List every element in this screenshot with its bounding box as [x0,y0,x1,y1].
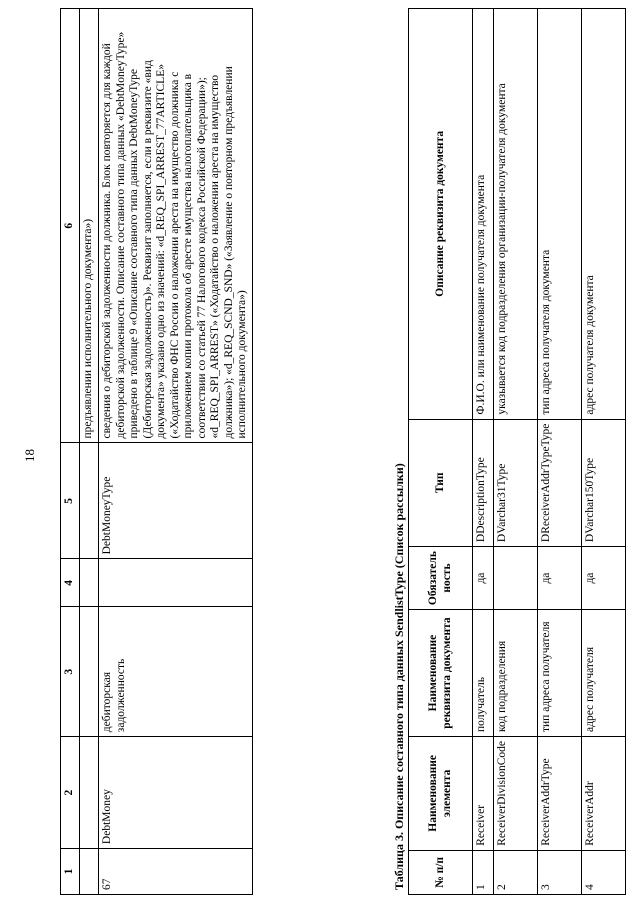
continuation-row [80,9,99,895]
column-header: Тип [409,419,473,546]
required-flag [99,559,253,607]
column-number: 2 [61,737,80,849]
table-row [538,9,582,895]
data-type: DReceiverAddrTypeType [538,419,582,546]
data-type: DVarchar31Type [494,419,538,546]
required-flag: да [538,547,582,610]
table-row [99,9,253,895]
column-header: Наименование элемента [409,737,473,851]
requisite-description: адрес получателя документа [582,9,626,420]
column-header: Описание реквизита документа [409,9,473,420]
requisite-name: адрес получателя [582,610,626,737]
required-flag [494,547,538,610]
required-flag: да [473,547,494,610]
row-number: 4 [582,850,626,894]
row-number: 2 [494,850,538,894]
column-number: 4 [61,559,80,607]
requisite-description: указывается код подразделения организации-получателя документа [494,9,538,420]
row-number: 67 [99,849,253,895]
column-number-row [61,9,80,895]
requisite-description: тип адреса получателя документа [538,9,582,420]
table-row [473,9,494,895]
row-number: 1 [473,850,494,894]
sendlist-table [408,8,626,895]
column-header: № п/п [409,850,473,894]
element-name: DebtMoney [99,737,253,849]
data-type: DDescriptionType [473,419,494,546]
data-type: DVarchar150Type [582,419,626,546]
table-caption: Таблица 3. Описание составного типа данных SendlistType (Список рассылки) [392,463,406,890]
element-name: ReceiverAddr [582,737,626,851]
requisite-name: код подразделения [494,610,538,737]
column-number: 1 [61,849,80,895]
requisite-name: получатель [473,610,494,737]
element-name: Receiver [473,737,494,851]
requisite-name: тип адреса получателя [538,610,582,737]
continued-table [60,8,253,895]
row-number: 3 [538,850,582,894]
required-flag: да [582,547,626,610]
data-type: DebtMoneyType [99,443,253,559]
continuation-text: предъявлении исполнительного документа») [80,9,99,443]
column-number: 6 [61,9,80,443]
column-number: 3 [61,607,80,737]
header-row [409,9,473,895]
element-name: ReceiverAddrType [538,737,582,851]
column-number: 5 [61,443,80,559]
requisite-name: дебиторская задолженность [99,607,253,737]
column-header: Наименование реквизита документа [409,610,473,737]
table-row [494,9,538,895]
page-number: 18 [22,449,37,462]
requisite-description: Ф.И.О. или наименование получателя документа [473,9,494,420]
element-name: ReceiverDivisionCode [494,737,538,851]
column-header: Обязатель ность [409,547,473,610]
requisite-description: сведения о дебиторской задолженности должника. Блок повторяется для каждой дебиторской задолженности. Описание составного типа данных «DebtMoneyType» приведено в таблице 9 «Описание составного типа данных DebtMoneyType (Дебиторская задолженность)». Реквизит заполняется, если в реквизите «вид документа» указано одно из значений: «d_REQ_SPI_ARREST_77ARTICLE» («Ходатайство ФНС России о наложении ареста на имущество должника с приложением копии протокола об аресте имущества налогоплательщика в соответствии со статьей 77 Налогового кодекса Российской Федерации»); «d_REQ_SPI_ARREST» («Ходатайство о наложении ареста на имущество должника»); «d_REQ_SCND_SND» («Заявление о повторном предъявлении исполнительного документа») [99,9,253,443]
table-row [582,9,626,895]
